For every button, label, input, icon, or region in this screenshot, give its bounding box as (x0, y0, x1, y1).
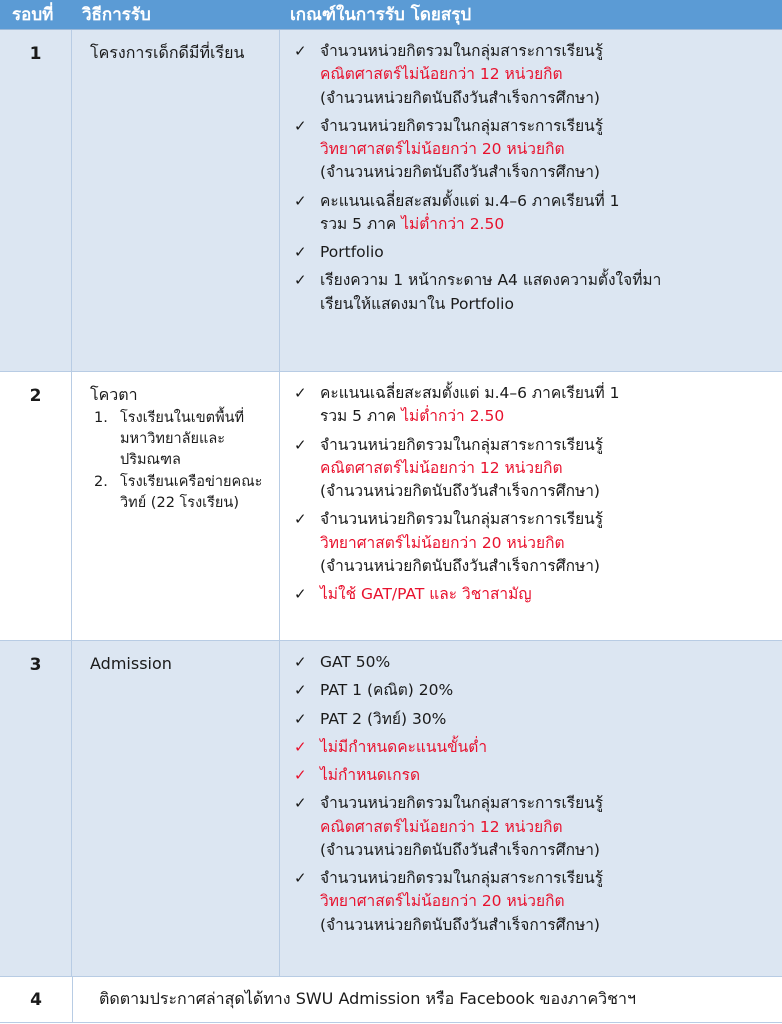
criteria-line-segment: คะแนนเฉลี่ยสะสมตั้งแต่ ม.4–6 ภาคเรียนที่ 1 (320, 191, 620, 210)
criteria-line-segment: คณิตศาสตร์ไม่น้อยกว่า 12 หน่วยกิต (320, 458, 563, 477)
criteria-item (286, 434, 776, 504)
round-number (0, 372, 72, 640)
criteria-line (320, 190, 776, 213)
criteria-line-segment: วิทยาศาสตร์ไม่น้อยกว่า 20 หน่วยกิต (320, 533, 565, 552)
check-icon: ✓ (294, 737, 307, 756)
criteria-item-text (320, 269, 776, 316)
criteria-line (320, 583, 776, 606)
method-title: โควตา (90, 385, 138, 404)
header-round: รอบที่ (12, 5, 54, 25)
criteria-item (286, 679, 776, 702)
method-cell (72, 641, 280, 976)
criteria-line-segment: รวม 5 ภาค (320, 214, 402, 233)
list-item-number: 1. (94, 409, 108, 426)
criteria-line-segment: Portfolio (320, 243, 384, 261)
criteria-line-segment: จำนวนหน่วยกิตรวมในกลุ่มสาระการเรียนรู้ (320, 435, 604, 454)
criteria-line (320, 457, 776, 480)
round-number-text: 2 (29, 386, 42, 406)
criteria-line-segment: จำนวนหน่วยกิตรวมในกลุ่มสาระการเรียนรู้ (320, 869, 604, 887)
criteria-item-text (320, 679, 776, 702)
criteria-item-text (320, 764, 776, 787)
criteria-item (286, 40, 776, 110)
check-icon: ✓ (294, 681, 307, 700)
criteria-line-segment: จำนวนหน่วยกิตรวมในกลุ่มสาระการเรียนรู้ (320, 42, 604, 60)
criteria-line (320, 161, 776, 184)
criteria-item (286, 382, 776, 429)
criteria-item-text (320, 241, 776, 264)
criteria-line-segment: จำนวนหน่วยกิตรวมในกลุ่มสาระการเรียนรู้ (320, 794, 604, 813)
criteria-item (286, 269, 776, 316)
list-item (78, 472, 273, 514)
criteria-cell (280, 30, 782, 371)
criteria-line (320, 508, 776, 531)
check-icon: ✓ (294, 191, 307, 210)
criteria-line-segment: เรียนให้แสดงมาใน Portfolio (320, 294, 514, 313)
table-row (0, 641, 782, 977)
criteria-line-segment: จำนวนหน่วยกิตรวมในกลุ่มสาระการเรียนรู้ (320, 510, 604, 529)
criteria-line-segment: (จำนวนหน่วยกิตนับถึงวันสำเร็จการศึกษา) (320, 163, 600, 182)
criteria-line (320, 914, 776, 937)
criteria-line (320, 679, 776, 702)
criteria-item-text (320, 382, 776, 429)
criteria-line-segment: (จำนวนหน่วยกิตนับถึงวันสำเร็จการศึกษา) (320, 840, 600, 859)
criteria-line (320, 405, 776, 428)
criteria-item (286, 508, 776, 578)
criteria-cell (280, 372, 782, 640)
criteria-line-segment: PAT 2 (วิทย์) 30% (320, 709, 447, 728)
list-item-label: โรงเรียนเครือข่ายคณะวิทย์ (22 โรงเรียน) (120, 473, 263, 511)
header-method: วิธีการรับ (82, 5, 151, 25)
criteria-line-segment: คณิตศาสตร์ไม่น้อยกว่า 12 หน่วยกิต (320, 65, 563, 84)
check-icon: ✓ (294, 766, 307, 784)
criteria-line (320, 532, 776, 555)
criteria-item (286, 115, 776, 185)
criteria-line (320, 816, 776, 839)
criteria-line-segment: (จำนวนหน่วยกิตนับถึงวันสำเร็จการศึกษา) (320, 556, 600, 575)
check-icon: ✓ (294, 116, 307, 135)
criteria-item-text (320, 190, 776, 237)
check-icon: ✓ (294, 243, 307, 261)
criteria-line (320, 708, 776, 731)
header-criteria: เกณฑ์ในการรับ โดยสรุป (290, 5, 472, 25)
criteria-line (320, 736, 776, 759)
criteria-line (320, 651, 776, 674)
criteria-line (320, 63, 776, 86)
list-item (78, 408, 273, 471)
criteria-line (320, 555, 776, 578)
criteria-item-text (320, 792, 776, 862)
check-icon: ✓ (294, 794, 307, 813)
table-row (0, 372, 782, 641)
criteria-item (286, 708, 776, 731)
check-icon: ✓ (294, 869, 307, 887)
criteria-item (286, 792, 776, 862)
list-item-label: โรงเรียนในเขตพื้นที่มหาวิทยาลัยและปริมณฑล (120, 409, 245, 468)
check-icon: ✓ (294, 653, 307, 671)
criteria-line (320, 839, 776, 862)
criteria-line (320, 138, 776, 161)
criteria-item (286, 651, 776, 674)
table-footer-row (0, 977, 782, 1023)
criteria-line-segment: PAT 1 (คณิต) 20% (320, 681, 454, 700)
footer-note: ติดตามประกาศล่าสุดได้ทาง SWU Admission หรือ Facebook ของภาควิชาฯ (99, 989, 636, 1008)
criteria-item-text (320, 434, 776, 504)
criteria-line (320, 764, 776, 787)
criteria-line (320, 890, 776, 913)
table-row (0, 30, 782, 372)
round-number-text: 3 (29, 655, 42, 675)
method-cell (72, 30, 280, 371)
criteria-line-segment: ไม่กำหนดเกรด (320, 766, 421, 784)
criteria-item (286, 190, 776, 237)
criteria-item-text (320, 651, 776, 674)
criteria-item-text (320, 583, 776, 606)
criteria-line-segment: (จำนวนหน่วยกิตนับถึงวันสำเร็จการศึกษา) (320, 482, 600, 500)
criteria-item (286, 583, 776, 606)
check-icon: ✓ (294, 42, 307, 60)
criteria-line (320, 434, 776, 457)
criteria-line-segment: ไม่ใช้ GAT/PAT และ วิชาสามัญ (320, 585, 532, 603)
criteria-line-segment: จำนวนหน่วยกิตรวมในกลุ่มสาระการเรียนรู้ (320, 116, 604, 135)
round-number-text: 1 (29, 44, 42, 64)
check-icon: ✓ (294, 435, 307, 454)
criteria-line-segment: คณิตศาสตร์ไม่น้อยกว่า 12 หน่วยกิต (320, 817, 563, 836)
check-icon: ✓ (294, 585, 307, 603)
round-number (0, 641, 72, 976)
criteria-line-segment: คะแนนเฉลี่ยสะสมตั้งแต่ ม.4–6 ภาคเรียนที่ 1 (320, 384, 620, 402)
criteria-item-text (320, 867, 776, 937)
criteria-line (320, 293, 776, 316)
criteria-line-segment: GAT 50% (320, 653, 391, 671)
criteria-item-text (320, 736, 776, 759)
criteria-line-segment: (จำนวนหน่วยกิตนับถึงวันสำเร็จการศึกษา) (320, 915, 600, 934)
criteria-item-text (320, 508, 776, 578)
criteria-cell (280, 641, 782, 976)
criteria-item-text (320, 708, 776, 731)
criteria-line-segment: วิทยาศาสตร์ไม่น้อยกว่า 20 หน่วยกิต (320, 892, 565, 911)
method-cell (72, 372, 280, 640)
criteria-line-segment: เรียงความ 1 หน้ากระดาษ A4 แสดงความตั้งใจที่มา (320, 271, 662, 290)
criteria-item (286, 764, 776, 787)
criteria-line (320, 213, 776, 236)
criteria-line (320, 269, 776, 292)
method-title: โครงการเด็กดีมีที่เรียน (90, 43, 245, 62)
criteria-line (320, 382, 776, 405)
list-item-number: 2. (94, 473, 108, 490)
method-title: Admission (90, 654, 172, 673)
criteria-line-highlight: ไม่ต่ำกว่า 2.50 (401, 214, 505, 233)
criteria-item (286, 867, 776, 937)
criteria-line (320, 480, 776, 503)
method-list (78, 408, 273, 514)
criteria-line (320, 115, 776, 138)
criteria-line-highlight: ไม่ต่ำกว่า 2.50 (401, 407, 505, 426)
check-icon: ✓ (294, 384, 307, 402)
criteria-line-segment: รวม 5 ภาค (320, 407, 402, 426)
criteria-line-segment: (จำนวนหน่วยกิตนับถึงวันสำเร็จการศึกษา) (320, 88, 600, 107)
criteria-line (320, 87, 776, 110)
criteria-line-segment: ไม่มีกำหนดคะแนนขั้นต่ำ (320, 737, 488, 756)
criteria-item (286, 241, 776, 264)
criteria-line (320, 40, 776, 63)
criteria-list (286, 651, 776, 937)
check-icon: ✓ (294, 510, 307, 529)
criteria-item-text (320, 40, 776, 110)
criteria-line (320, 241, 776, 264)
footer-round-number: 4 (0, 977, 73, 1022)
table-header-row (0, 0, 782, 30)
criteria-item (286, 736, 776, 759)
check-icon: ✓ (294, 271, 307, 290)
criteria-item-text (320, 115, 776, 185)
criteria-line (320, 867, 776, 890)
check-icon: ✓ (294, 709, 307, 728)
criteria-list (286, 382, 776, 606)
criteria-line (320, 792, 776, 815)
round-number (0, 30, 72, 371)
criteria-list (286, 40, 776, 316)
criteria-line-segment: วิทยาศาสตร์ไม่น้อยกว่า 20 หน่วยกิต (320, 140, 565, 158)
